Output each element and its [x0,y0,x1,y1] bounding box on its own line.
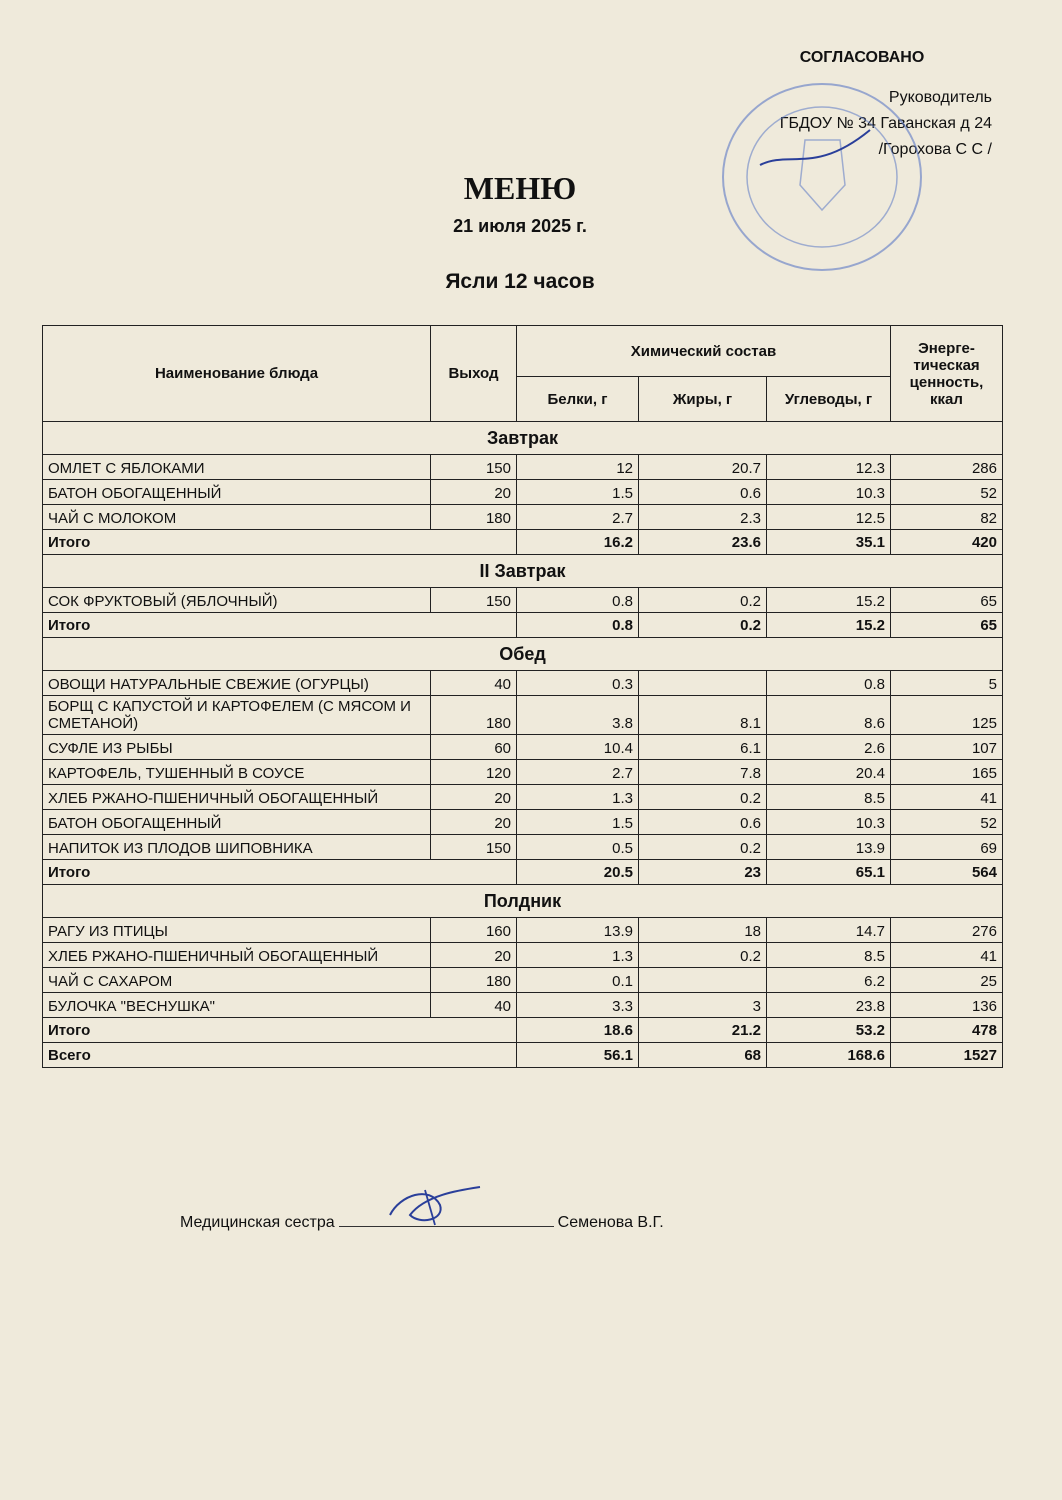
dish-name: БАТОН ОБОГАЩЕННЫЙ [43,480,431,505]
dish-fats: 3 [639,993,767,1018]
table-row [43,993,1003,1018]
dish-carbs: 13.9 [767,835,891,860]
section-row [43,885,1003,918]
dish-energy: 136 [891,993,1003,1018]
dish-fats: 8.1 [639,696,767,735]
total-p: 20.5 [517,860,639,885]
approval-line-3: /Горохова С С / [878,141,992,158]
dish-carbs: 15.2 [767,588,891,613]
dish-output: 180 [431,968,517,993]
table-row [43,810,1003,835]
dish-name: БОРЩ С КАПУСТОЙ И КАРТОФЕЛЕМ (С МЯСОМ И СМЕТАНОЙ) [43,696,431,735]
total-label: Итого [43,1018,517,1043]
dish-carbs: 14.7 [767,918,891,943]
dish-proteins: 10.4 [517,735,639,760]
dish-fats: 0.2 [639,835,767,860]
table-row [43,588,1003,613]
dish-output: 150 [431,588,517,613]
table-row [43,696,1003,735]
dish-output: 20 [431,785,517,810]
dish-output: 40 [431,671,517,696]
section-title: Обед [43,638,1003,671]
dish-carbs: 6.2 [767,968,891,993]
total-row [43,1018,1003,1043]
dish-fats: 20.7 [639,455,767,480]
grand-total-c: 168.6 [767,1043,891,1068]
total-p: 0.8 [517,613,639,638]
dish-output: 150 [431,835,517,860]
dish-name: ЧАЙ С САХАРОМ [43,968,431,993]
dish-energy: 41 [891,785,1003,810]
dish-carbs: 0.8 [767,671,891,696]
dish-fats: 0.2 [639,785,767,810]
dish-proteins: 0.3 [517,671,639,696]
total-c: 35.1 [767,530,891,555]
footer-person: Семенова В.Г. [557,1214,664,1231]
total-e: 65 [891,613,1003,638]
dish-energy: 52 [891,480,1003,505]
total-c: 65.1 [767,860,891,885]
dish-name: КАРТОФЕЛЬ, ТУШЕННЫЙ В СОУСЕ [43,760,431,785]
dish-carbs: 23.8 [767,993,891,1018]
dish-output: 160 [431,918,517,943]
group-name: Ясли 12 часов [445,270,595,293]
dish-output: 180 [431,696,517,735]
table-row [43,835,1003,860]
dish-proteins: 0.1 [517,968,639,993]
dish-output: 40 [431,993,517,1018]
section-title: Полдник [43,885,1003,918]
dish-proteins: 1.5 [517,810,639,835]
dish-output: 180 [431,505,517,530]
total-p: 18.6 [517,1018,639,1043]
table-row [43,785,1003,810]
dish-name: НАПИТОК ИЗ ПЛОДОВ ШИПОВНИКА [43,835,431,860]
total-row [43,530,1003,555]
dish-name: ОВОЩИ НАТУРАЛЬНЫЕ СВЕЖИЕ (ОГУРЦЫ) [43,671,431,696]
dish-output: 20 [431,480,517,505]
dish-energy: 82 [891,505,1003,530]
dish-fats: 7.8 [639,760,767,785]
dish-energy: 5 [891,671,1003,696]
dish-proteins: 13.9 [517,918,639,943]
dish-proteins: 1.3 [517,943,639,968]
dish-proteins: 0.5 [517,835,639,860]
dish-fats: 0.2 [639,943,767,968]
total-label: Итого [43,860,517,885]
header-output: Выход [431,326,517,422]
dish-name: СУФЛЕ ИЗ РЫБЫ [43,735,431,760]
dish-output: 20 [431,943,517,968]
dish-carbs: 12.5 [767,505,891,530]
grand-total-label: Всего [43,1043,517,1068]
section-title: Завтрак [43,422,1003,455]
dish-carbs: 10.3 [767,810,891,835]
total-label: Итого [43,613,517,638]
dish-carbs: 8.6 [767,696,891,735]
dish-proteins: 2.7 [517,760,639,785]
dish-fats: 0.2 [639,588,767,613]
total-e: 564 [891,860,1003,885]
table-row [43,735,1003,760]
dish-fats: 6.1 [639,735,767,760]
header-carbs: Углеводы, г [767,377,891,422]
dish-name: БУЛОЧКА "ВЕСНУШКА" [43,993,431,1018]
dish-fats: 18 [639,918,767,943]
dish-energy: 276 [891,918,1003,943]
table-row [43,505,1003,530]
table-row [43,455,1003,480]
total-label: Итого [43,530,517,555]
header-energy: Энерге-тическая ценность, ккал [891,326,1003,422]
dish-name: ОМЛЕТ С ЯБЛОКАМИ [43,455,431,480]
total-e: 420 [891,530,1003,555]
approval-heading: СОГЛАСОВАНО [799,49,925,66]
document-date: 21 июля 2025 г. [453,216,587,236]
dish-energy: 69 [891,835,1003,860]
header-name: Наименование блюда [43,326,431,422]
section-row [43,422,1003,455]
grand-total-f: 68 [639,1043,767,1068]
dish-proteins: 2.7 [517,505,639,530]
dish-carbs: 8.5 [767,785,891,810]
header-fats: Жиры, г [639,377,767,422]
dish-proteins: 1.3 [517,785,639,810]
total-f: 23.6 [639,530,767,555]
dish-proteins: 3.3 [517,993,639,1018]
dish-energy: 65 [891,588,1003,613]
total-f: 23 [639,860,767,885]
dish-fats: 0.6 [639,810,767,835]
dish-energy: 41 [891,943,1003,968]
menu-table [42,325,1003,1068]
table-row [43,968,1003,993]
dish-proteins: 3.8 [517,696,639,735]
grand-total-e: 1527 [891,1043,1003,1068]
grand-total-p: 56.1 [517,1043,639,1068]
dish-output: 150 [431,455,517,480]
header-proteins: Белки, г [517,377,639,422]
dish-proteins: 0.8 [517,588,639,613]
table-row [43,918,1003,943]
dish-energy: 165 [891,760,1003,785]
total-row [43,860,1003,885]
total-row [43,613,1003,638]
table-row [43,760,1003,785]
section-row [43,555,1003,588]
dish-proteins: 1.5 [517,480,639,505]
dish-fats [639,671,767,696]
section-title: II Завтрак [43,555,1003,588]
dish-carbs: 2.6 [767,735,891,760]
table-row [43,480,1003,505]
approval-line-2: ГБДОУ № 34 Гаванская д 24 [779,115,992,132]
dish-proteins: 12 [517,455,639,480]
dish-carbs: 8.5 [767,943,891,968]
total-e: 478 [891,1018,1003,1043]
dish-carbs: 20.4 [767,760,891,785]
dish-name: СОК ФРУКТОВЫЙ (ЯБЛОЧНЫЙ) [43,588,431,613]
dish-output: 60 [431,735,517,760]
dish-energy: 25 [891,968,1003,993]
dish-carbs: 12.3 [767,455,891,480]
section-row [43,638,1003,671]
total-f: 0.2 [639,613,767,638]
dish-fats: 2.3 [639,505,767,530]
dish-name: ЧАЙ С МОЛОКОМ [43,505,431,530]
approval-line-1: Руководитель [888,89,992,106]
dish-energy: 52 [891,810,1003,835]
total-f: 21.2 [639,1018,767,1043]
footer-role: Медицинская сестра [180,1214,335,1231]
dish-name: ХЛЕБ РЖАНО-ПШЕНИЧНЫЙ ОБОГАЩЕННЫЙ [43,785,431,810]
total-p: 16.2 [517,530,639,555]
dish-name: ХЛЕБ РЖАНО-ПШЕНИЧНЫЙ ОБОГАЩЕННЫЙ [43,943,431,968]
header-chem: Химический состав [517,326,891,377]
total-c: 15.2 [767,613,891,638]
table-row [43,671,1003,696]
total-c: 53.2 [767,1018,891,1043]
dish-energy: 286 [891,455,1003,480]
grand-total-row [43,1043,1003,1068]
dish-output: 120 [431,760,517,785]
dish-energy: 107 [891,735,1003,760]
dish-energy: 125 [891,696,1003,735]
document-title: МЕНЮ [463,170,577,206]
dish-fats [639,968,767,993]
signature-icon [380,1175,490,1235]
dish-carbs: 10.3 [767,480,891,505]
dish-name: БАТОН ОБОГАЩЕННЫЙ [43,810,431,835]
dish-name: РАГУ ИЗ ПТИЦЫ [43,918,431,943]
table-row [43,943,1003,968]
dish-fats: 0.6 [639,480,767,505]
dish-output: 20 [431,810,517,835]
